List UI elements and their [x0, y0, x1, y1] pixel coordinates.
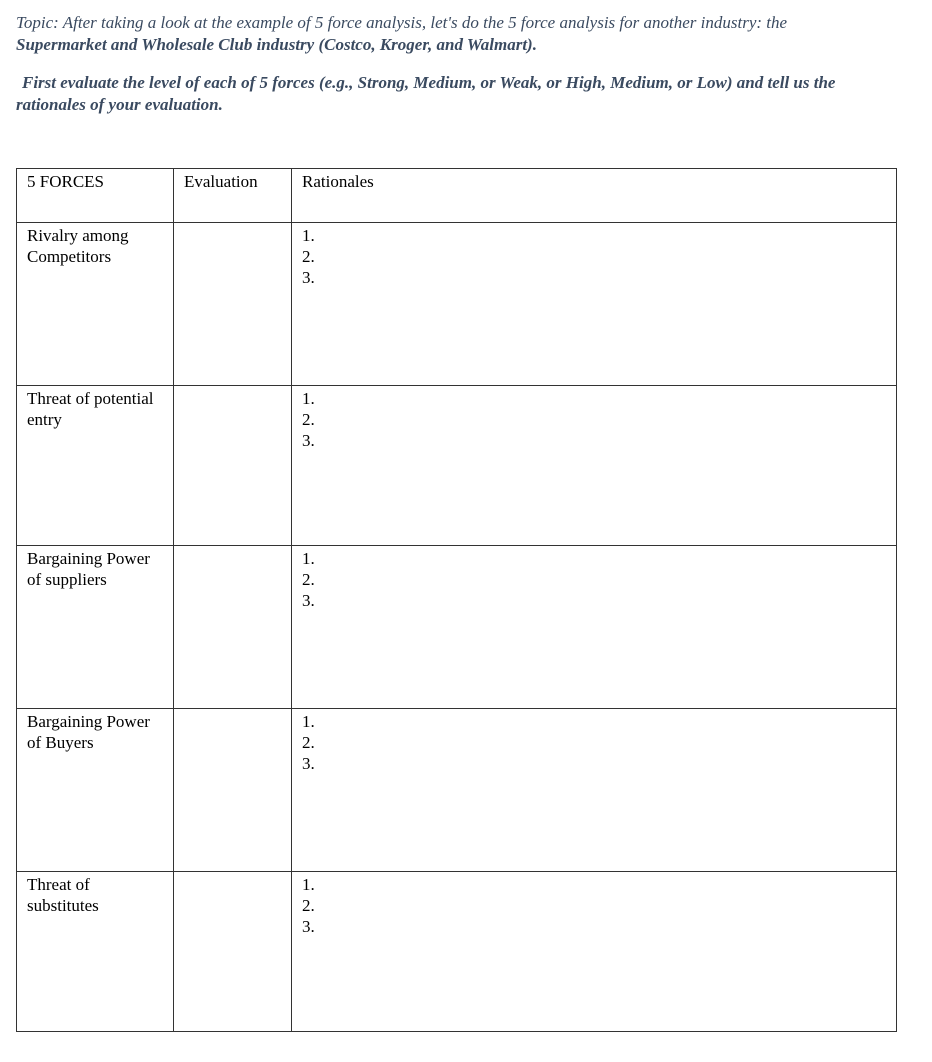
table-row: [17, 546, 897, 709]
evaluation-cell[interactable]: [174, 546, 292, 709]
header-rationales: Rationales: [292, 169, 897, 223]
table-row: [17, 872, 897, 1032]
rationales-cell[interactable]: [292, 546, 897, 709]
topic-industry: Supermarket and Wholesale Club industry (Costco, Kroger, and Walmart).: [16, 35, 537, 54]
header-5-forces: 5 FORCES: [17, 169, 174, 223]
rationale-item: 2.: [302, 896, 315, 915]
evaluation-cell[interactable]: [174, 709, 292, 872]
rationales-cell[interactable]: [292, 386, 897, 546]
rationales-cell[interactable]: [292, 872, 897, 1032]
force-name-cell: [17, 546, 174, 709]
instruction-paragraph: First evaluate the level of each of 5 forces (e.g., Strong, Medium, or Weak, or High, Medium, or Low) and tell us the rationales of your evaluation.: [16, 73, 836, 114]
five-forces-table: [16, 168, 897, 1032]
rationale-item: 1.: [302, 226, 315, 245]
rationale-item: 3.: [302, 917, 315, 936]
force-name-cell: [17, 223, 174, 386]
rationale-list: [302, 874, 886, 937]
rationale-item: 1.: [302, 712, 315, 731]
rationale-item: 1.: [302, 875, 315, 894]
rationale-item: 2.: [302, 733, 315, 752]
evaluation-cell[interactable]: [174, 386, 292, 546]
force-name-cell: [17, 709, 174, 872]
rationale-item: 3.: [302, 268, 315, 287]
rationales-cell[interactable]: [292, 223, 897, 386]
topic-prefix: Topic: After taking a look at the example of 5 force analysis, let's do the 5 force analysis for another industry: the: [16, 13, 788, 32]
force-name: Bargaining Power of Buyers: [27, 712, 150, 752]
table-header-row: [17, 169, 897, 223]
rationale-item: 2.: [302, 570, 315, 589]
rationale-list: [302, 225, 886, 288]
evaluation-cell[interactable]: [174, 872, 292, 1032]
rationale-list: [302, 711, 886, 774]
rationale-item: 3.: [302, 431, 315, 450]
rationale-item: 2.: [302, 247, 315, 266]
force-name-cell: [17, 872, 174, 1032]
force-name: Threat of substitutes: [27, 875, 99, 915]
force-name: Threat of potential entry: [27, 389, 154, 429]
table-row: [17, 709, 897, 872]
topic-paragraph: [16, 12, 896, 56]
table-row: [17, 386, 897, 546]
force-name: Rivalry among Competitors: [27, 226, 129, 266]
rationales-cell[interactable]: [292, 709, 897, 872]
table-row: [17, 223, 897, 386]
force-name: Bargaining Power of suppliers: [27, 549, 150, 589]
rationale-item: 1.: [302, 389, 315, 408]
rationale-item: 2.: [302, 410, 315, 429]
evaluation-cell[interactable]: [174, 223, 292, 386]
force-name-cell: [17, 386, 174, 546]
rationale-item: 1.: [302, 549, 315, 568]
rationale-item: 3.: [302, 754, 315, 773]
rationale-list: [302, 548, 886, 611]
rationale-list: [302, 388, 886, 451]
rationale-item: 3.: [302, 591, 315, 610]
header-evaluation: Evaluation: [174, 169, 292, 223]
